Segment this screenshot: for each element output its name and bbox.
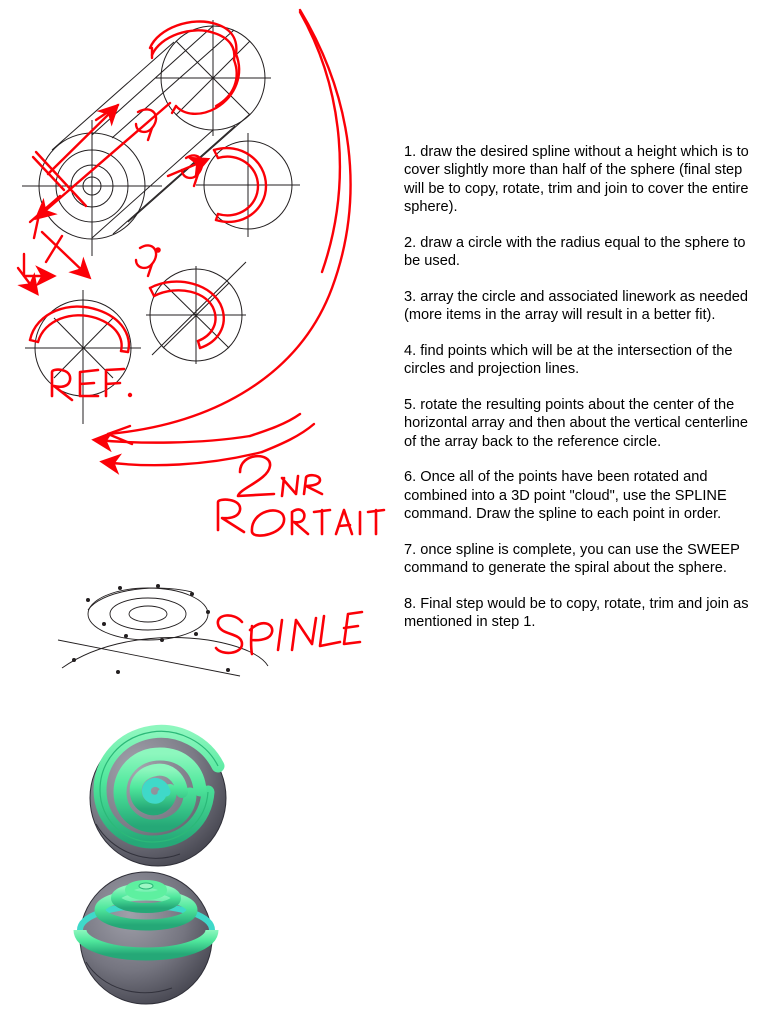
figure-sphere-with-spiral-bottom: [80, 872, 212, 1004]
step-item-2: 2. draw a circle with the radius equal to the sphere to be used.: [404, 234, 746, 270]
step-item-8: 8. Final step would be to copy, rotate, trim and join as mentioned in step 1.: [404, 595, 749, 631]
step-item-7: 7. once spline is complete, you can use the SWEEP command to generate the spiral about the sphere.: [404, 541, 740, 577]
figure-sphere-with-spiral-top: [90, 730, 226, 866]
step-item-5: 5. rotate the resulting points about the center of the horizontal array and then about the vertical centerline of the array back to the reference circle.: [404, 396, 748, 450]
sketch-handwriting-labels: [0, 0, 384, 536]
instructions-list: [404, 128, 760, 632]
figure-rotated-cylinder-sketch: [22, 20, 300, 424]
ref-label: [52, 369, 132, 400]
second-rotation-label: [0, 0, 384, 536]
step-item-6: 6. Once all of the points have been rotated and combined into a 3D point "cloud", use the SPLINE command. Draw the spline to each point in order.: [404, 469, 727, 523]
step-item-4: 4. find points which will be at the intersection of the circles and projection lines.: [404, 342, 733, 378]
step-item-1: 1. draw the desired spline without a height which is to cover slightly more than half of the sphere (final step will be to copy, rotate, trim and join to cover the entire sphere).: [404, 143, 749, 216]
figure-spline-point-cloud-sketch: [58, 584, 268, 676]
spline-label: [216, 612, 362, 654]
step-item-3: 3. array the circle and associated linework as needed (more items in the array will result in a better fit).: [404, 288, 748, 324]
